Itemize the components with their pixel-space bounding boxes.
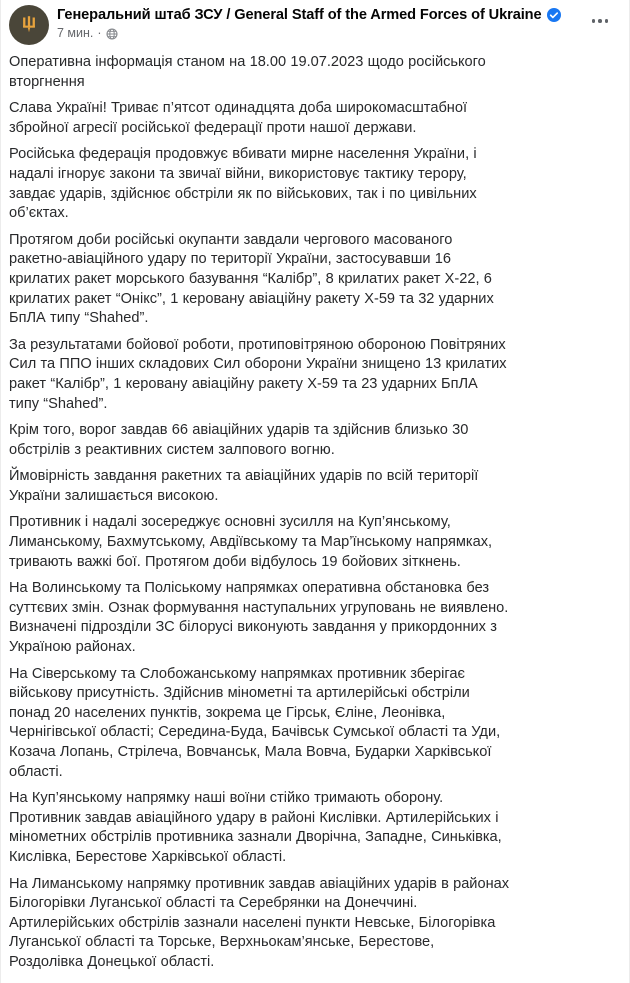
post-paragraph: Противник і надалі зосереджує основні зусилля на Куп’янському, Лиманському, Бахмутському, Авдіївському та Мар’їнському напрямках, тривають важкі бої. Протягом доби відбулось 19 бойових зіткнень. (9, 514, 493, 570)
post-menu-ellipsis-icon[interactable] (585, 12, 615, 30)
meta-separator: · (97, 26, 102, 40)
post-body-text (1, 48, 629, 983)
post-paragraph: На Волинському та Поліському напрямках оперативна обстановка без суттєвих змін. Ознак формування наступальних угруповань не виявлено. Визначені підрозділи ЗС білорусі виконують завдання у прикордонних з Україною районах. (9, 580, 509, 656)
trident-logo-icon (17, 13, 41, 37)
post-paragraph: На Лиманському напрямку противник завдав авіаційних ударів в районах Білогорівки Луганської області та Серебрянки на Донеччині. Артилерійських обстрілів зазнали населені пункти Невське, Білогорівка Луганської області та Торське, Верхньокам’янське, Берестове, Роздолівка Донецької області. (9, 875, 510, 970)
post-paragraph: Оперативна інформація станом на 18.00 19.07.2023 щодо російського вторгнення (9, 54, 486, 90)
post-paragraph: Ймовірність завдання ракетних та авіаційних ударів по всій території України залишається високою. (9, 468, 479, 504)
post-paragraph: Російська федерація продовжує вбивати мирне населення України, і надалі ігнорує закони та звичаї війни, використовує тактику терору, завдає ударів, здійснює обстріли як по військових, так і по цивільних об’єктах. (9, 146, 477, 222)
avatar[interactable] (9, 5, 49, 45)
post-meta (57, 26, 561, 40)
post-paragraph: За результатами бойової роботи, протиповітряною обороною Повітряних Сил та ППО інших складових Сил оборони України знищено 13 крилатих ракет “Калібр”, 1 керовану авіаційну ракету Х-59 та 23 ударних БпЛА типу “Shahed”. (9, 336, 507, 412)
header-texts (57, 5, 561, 40)
post-paragraph: Крім того, ворог завдав 66 авіаційних ударів та здійснив близько 30 обстрілів з реактивних систем залпового вогню. (9, 422, 469, 458)
post-paragraph: Протягом доби російські окупанти завдали чергового масованого ракетно-авіаційного удару по території України, застосувавши 16 крилатих ракет морського базування “Калібр”, 8 крилатих ракет Х-22, 6 крилатих ракет “Онікс”, 1 керовану авіаційну ракету Х-59 та 32 ударних БпЛА типу “Shahed”. (9, 231, 494, 327)
post-header (1, 0, 629, 48)
post-paragraph: На Куп’янському напрямку наші воїни стійко тримають оборону. Противник завдав авіаційного удару в районі Кислівки. Артилерійських і мінометних обстрілів противника зазнали Дворічна, Западне, Синьківка, Кислівка, Берестове Харківської області. (9, 790, 502, 865)
globe-icon (106, 28, 118, 40)
timestamp[interactable]: 7 мин. (57, 26, 94, 40)
post-paragraph: На Сіверському та Слобожанському напрямках противник зберігає військову присутність. Здійснив мінометні та артилерійські обстріли понад 20 населених пунктів, зокрема це Гірськ, Єліне, Леонівка, Чернігівської області; Середина-Буда, Бачівськ Сумської області та Уди, Козача Лопань, Стрілеча, Вовчанськ, Мала Вовча, Бударки Харківської області. (9, 665, 501, 780)
post-paragraph: Слава Україні! Триває п’ятсот одинадцята доба широкомасштабної збройної агресії російської федерації проти нашої держави. (9, 100, 468, 136)
author-name[interactable]: Генеральний штаб ЗСУ / General Staff of the Armed Forces of Ukraine (57, 7, 542, 23)
verified-badge-icon (547, 8, 561, 22)
